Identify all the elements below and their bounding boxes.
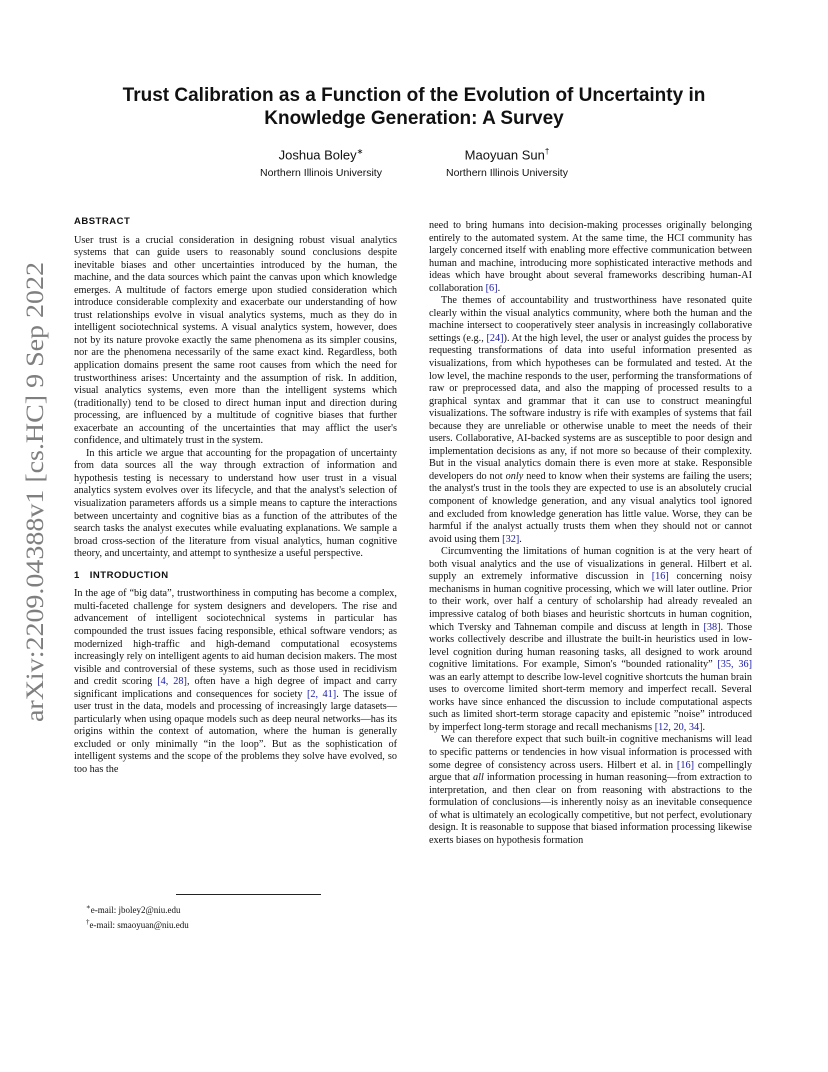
- citation-link[interactable]: [24]: [486, 332, 504, 344]
- citation-link[interactable]: [32]: [502, 533, 520, 545]
- author-name: Maoyuan Sun: [464, 147, 545, 163]
- author-block: [407, 144, 607, 180]
- citation-link[interactable]: [16]: [651, 571, 669, 583]
- arxiv-stamp-svg: [24, 262, 48, 722]
- paper-title: [40, 84, 788, 130]
- body-paragraph: Circumventing the limitations of human cognition is at the very heart of both visual analytics and the use of visualizations in general. Hilbert et al. supply an extremely informative discussion in [16] concerning noisy mechanisms in human cognitive processing, which we will later outline. Prior to their work, over half a century of scholarship had already revealed an impressive catalog of both biases and heuristic shortcuts in human cognition, which Tversky and Tahneman compile and discuss at length in [38]. Those works collectively describe and illustrate the built-in heuristics used in low-level cognition during human reasoning tasks, all designed to work around cognitive limitations. For example, Simon's “bounded rationality” [35, 36] was an early attempt to describe low-level cognitive shortcuts the human brain uses to overcome limited short-term memory and imperfect recall. Several works have since enhanced the discussion to include computational aspects such as limited short-term storage capacity and epistemic ”noise” introduced by imperfect long-term storage and recall mechanisms [12, 20, 34].: [429, 546, 752, 733]
- citation-link[interactable]: [38]: [703, 621, 721, 633]
- footnote-email[interactable]: e-mail: smaoyuan@niu.edu: [89, 920, 189, 930]
- right-column: [429, 220, 752, 847]
- introduction-heading: [74, 570, 397, 583]
- author-affiliation: Northern Illinois University: [446, 167, 568, 180]
- citation-link[interactable]: [35, 36]: [717, 659, 752, 671]
- author-name-line: [221, 144, 421, 163]
- footnote-rule: [176, 894, 321, 895]
- left-column: [74, 216, 397, 777]
- abstract-paragraph: User trust is a crucial consideration in designing robust visual analytics systems that can guide users to reasonably sound conclusions despite inevitable biases and other uncertainties introduced by the human, the machine, and the data sources which paint the canvas upon which knowledge emerges. A multitude of factors emerge upon studied consideration which introduce considerable complexity and exacerbate our understanding of how trust relationships evolve in visual analytics systems, much as they do in intelligent sociotechnical systems. A visual analytics system, however, does not by its nature provoke exactly the same phenomena as its simpler cousins, nor are the phenomena necessarily of the same exact kind. Regardless, both application domains present the same root causes from which the need for trustworthiness arises: Uncertainty and the assumption of risk. In addition, visual analytics systems, even more than the intelligent systems which (traditionally) tend to be closed to direct human input and direction during processing, are influenced by a multitude of cognitive biases that further exacerbate an accounting of the uncertainties that may afflict the user's confidence, and ultimately trust in the system.: [74, 234, 397, 447]
- author-block: [221, 144, 421, 180]
- abstract-heading: ABSTRACT: [74, 216, 131, 227]
- citation-link[interactable]: [12, 20, 34]: [654, 721, 703, 733]
- citation-link[interactable]: [4, 28]: [157, 676, 187, 688]
- footnotes: [74, 894, 397, 931]
- author-footnote-mark: ∗: [356, 147, 364, 156]
- body-paragraph: We can therefore expect that such built-in cognitive mechanisms will lead to specific patterns or tendencies in how visual information is processed with some degree of consistency across users. Hilbert et al. in [16] compellingly argue that all information processing in human reasoning—from extraction to interpretation, and then clear on from reasoning with abstractions to the formulation of conclusions—is inherently noisy as an inevitable consequence of what is ultimately an ecologically competitive, but not perfect, evolutionary design. It is reasonable to suppose that biased information processing likewise exerts biases on hypothesis formation: [429, 734, 752, 846]
- author-affiliation: Northern Illinois University: [260, 167, 382, 180]
- author-footnote-mark: †: [544, 147, 550, 156]
- footnote-email[interactable]: e-mail: jboley2@niu.edu: [90, 905, 181, 915]
- arxiv-identifier-stamp: [24, 262, 48, 722]
- author-name-line: [407, 144, 607, 163]
- section-title: INTRODUCTION: [89, 569, 169, 581]
- intro-paragraph-left: In the age of “big data”, trustworthiness in computing has become a complex, multi-faceted challenge for system designers and developers. The rise and advancement of intelligent sociotechnical systems in particular has compounded the trust issues facing responsible, ethical software vendors; as modernized high-traffic and high-demand computational ecosystems increasingly rely on intelligent agents to aid human decision makers. The most visible and controversial of these systems, such as those used in recidivism and credit scoring [4, 28], often have a high degree of impact and carry significant implications and consequences for society [2, 41]. The issue of user trust in the data, models and processing of increasingly large datasets—particularly when using opaque models such as deep neural networks—has its origins within the context of automation, where the human is generally excluded or only minimally “in the loop”. But as the sophistication of intelligent systems and the scope of the problems they solve have evolved, so too has the: [74, 588, 398, 775]
- intro-text-left-part: . The issue of user trust in the data, models and processing of increasingly large datasets—particularly when using opaque models such as deep neural networks—has its origins within the context of automation, where the human is generally excluded or only minimally “in the loop”. But as the sophistication of intelligent systems and the scope of the problems they solve have evolved, so too has the: [74, 688, 398, 775]
- footnote-mark: ∗: [86, 903, 91, 911]
- body-paragraph: The themes of accountability and trustworthiness have resonated quite clearly within the visual analytics community, where both the human and the machine intersect to cooperatively steer analysis in increasingly collaborative settings (e.g., [24]). At the high level, the user or analyst guides the process by requesting transformations of data into useful information presented as visualizations, from which hypotheses can be formulated and tested. At the low level, the machine responds to the user, performing the transformations of raw or preprocessed data, and also the mapping of processed results to a graphical syntax and grammar that it can use to construct meaningful visualizations. The software industry is rife with examples of systems that fail because they are unreliable or otherwise unable to meet the needs of their users. Collaborative, AI-backed systems are as susceptible to poor design and implementation decisions as any, if not more so because of their complexity. But in the visual analytics domain there is even more at stake. Responsible developers do not only need to know when their systems are failing the users; the analyst's trust in the tools they are expected to use is an absolutely crucial component of knowledge generation, and any visual analytics tool ignored and excluded from knowledge generation has little value. Worse, they can be harmful if the analyst actually trusts them when they should not or cannot avoid using them [32].: [429, 295, 753, 545]
- intro-paragraph-continued: need to bring humans into decision-making processes originally belonging entirely to the automated system. At the same time, the HCI community has largely concerned itself with enabling more effective communication between human and machine, introducing more sophisticated interactive methods and ideas which have brought about several frameworks describing human-AI collaboration [6].: [429, 220, 752, 294]
- intro-text-right-part: need to bring humans into decision-making processes originally belonging entirely to the automated system. At the same time, the HCI community has largely concerned itself with enabling more effective communication between human and machine, introducing more sophisticated interactive methods and ideas which have brought about several frameworks describing human-AI collaboration: [429, 220, 752, 294]
- citation-link[interactable]: [2, 41]: [306, 688, 337, 700]
- citation-link[interactable]: [6]: [485, 282, 498, 294]
- title-line-1: Trust Calibration as a Function of the Evolution of Uncertainty in: [122, 85, 706, 106]
- footnote-mark: †: [86, 918, 90, 926]
- footnote: [74, 901, 397, 916]
- footnote: [74, 916, 397, 931]
- author-name: Joshua Boley: [278, 147, 357, 163]
- section-number: 1: [74, 569, 80, 581]
- arxiv-id-text: arXiv:2209.04388v1 [cs.HC] 9 Sep 2022: [22, 310, 49, 722]
- title-line-2: Knowledge Generation: A Survey: [264, 108, 564, 129]
- citation-link[interactable]: [16]: [676, 759, 694, 771]
- abstract-paragraph: In this article we argue that accounting for the propagation of uncertainty from data sources all the way through extraction of information and hypothesis testing is necessary to understand how user trust in a visual analytics system evolves over its lifecycle, and that the analyst's selection of visualization parameters affords us a simple means to capture the interactions between uncertainty and cognitive bias as a function of the attributes of the search tasks the analyst executes while evaluating explanations. We sample a broad cross-section of the literature from visual analytics, human cognitive theory, and uncertainty, and attempt to synthesize a useful perspective.: [74, 447, 397, 560]
